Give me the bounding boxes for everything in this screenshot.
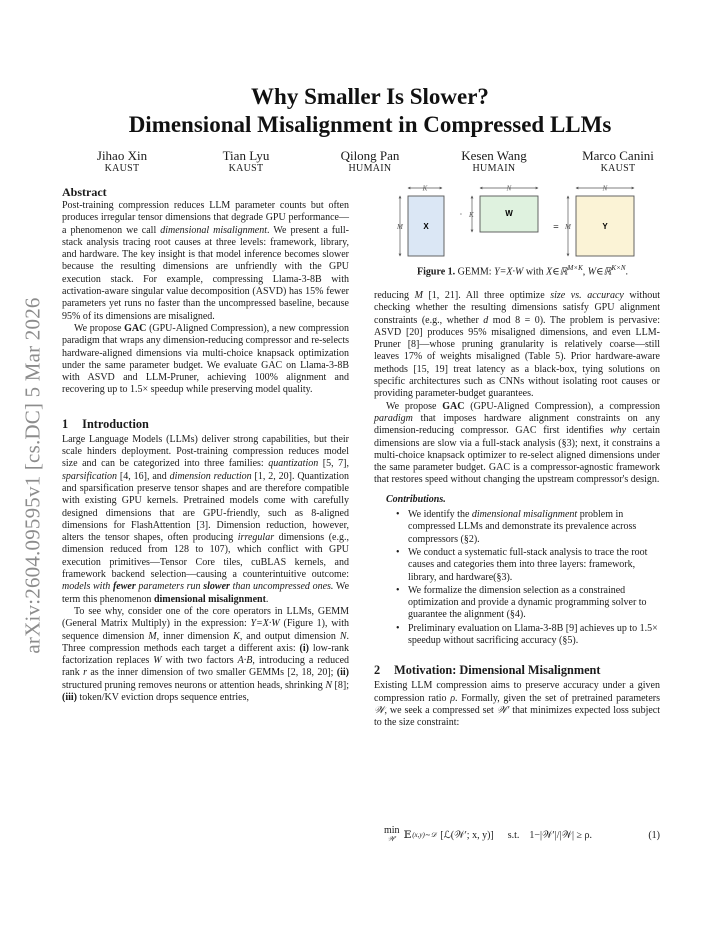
k-label-w: K — [469, 211, 474, 219]
constraint: 1−|𝒲′|/|𝒲| ≥ ρ. — [529, 829, 592, 841]
text: certain dimensions are slow via a full-stack analysis (§3); next, it constrains a multi-choice knapsack optimizer to re-select aligned dimensions under the same parameter budget. GAC is a compressor-agnostic framework that restores speed without changing the upstream compressor's design. — [374, 425, 660, 486]
text: Existing LLM compression aims to preserve accuracy under a given compression ratio — [374, 680, 660, 704]
term: dimensional misalignment — [471, 509, 578, 521]
text: . Formally, given the set of pretrained parameters — [455, 692, 660, 704]
math: N — [325, 679, 333, 691]
math: M×K — [567, 264, 583, 272]
section-title: Introduction — [82, 416, 149, 431]
term: irregular — [237, 532, 275, 544]
author-list — [60, 149, 680, 175]
n-label: N — [506, 184, 512, 193]
section-2-heading — [374, 663, 660, 677]
arxiv-identifier — [8, 265, 58, 685]
text: (GPU-Aligned Compression), a compression — [464, 400, 660, 412]
math: K — [233, 630, 240, 642]
math: Y=X·W — [494, 266, 524, 278]
text: , — [582, 266, 588, 278]
math: 𝒲 — [374, 704, 385, 716]
math: W∈ℝ — [587, 266, 612, 278]
loss-term: [ℒ(𝒲′; x, y)] — [440, 829, 494, 841]
abstract-paragraph-1 — [62, 200, 349, 323]
text: mod 8 = 0). The problem is pervasive: ASVD [20] produces 95% misaligned dimensions, and even LLM-Pruner [8]—whose pruning granularity is relatively coarse—still leaves 17% of weights misaligned (Table 5). Prior hardware-aware methods [15, 19] treat latency as a black-box, tying solutions on specific architectures such as CNNs without isolating root causes or providing parameter-budget guarantees. — [374, 314, 660, 400]
equation-body — [384, 826, 592, 844]
term: sparsification — [62, 470, 118, 482]
math: 𝒲′ — [496, 704, 510, 716]
min-operator — [384, 826, 400, 844]
equation-number: (1) — [648, 829, 660, 841]
term: dimension reduction — [169, 470, 252, 482]
subject-to: s.t. — [507, 829, 520, 841]
text: Large Language Models (LLMs) deliver strong capabilities, but their scale hinders deployment. Post-training compression reduces model size and can be categorized into three families: — [62, 433, 349, 470]
math: r — [83, 667, 87, 679]
text: token/KV eviction drops sequence entries, — [77, 691, 249, 703]
math: M — [414, 290, 423, 301]
text: . Three compression methods each target a different axis: — [62, 630, 350, 654]
author-affiliation: HUMAIN — [472, 163, 516, 174]
text: (iii) — [62, 691, 77, 703]
term-gac: GAC — [124, 322, 147, 334]
text: than uncompressed ones. — [229, 581, 334, 593]
equals-sign: = — [553, 222, 559, 233]
math: d — [483, 314, 489, 326]
emph-phrase — [62, 581, 333, 592]
math: N — [339, 630, 347, 642]
text: [1, 2, 20]. Quantization and sparsification preserve tensor shapes and are therefore compatible with existing GPU kernels. Pretrained models come with carefully designed dimensions that are GPU-friendly, such as 8-aligned dimensions for FlashAttention [3]. Dimension reduction, however, alters the tensor shapes, often producing — [62, 470, 349, 544]
matrix-y-label: Y — [602, 222, 608, 231]
text: [4, 16], and — [117, 470, 170, 482]
math: W — [153, 655, 162, 667]
text: with — [523, 266, 547, 278]
term: why — [609, 425, 627, 437]
text: reducing — [374, 290, 415, 301]
caption-label: Figure 1. — [417, 266, 456, 278]
list-item — [396, 547, 660, 584]
math: K×N — [611, 264, 626, 272]
intro-paragraph-2 — [62, 606, 349, 704]
text: structured pruning removes neurons or attention heads, shrinking — [62, 679, 326, 691]
math: M — [148, 630, 157, 642]
text: We identify the — [408, 509, 472, 521]
text: [8]; — [332, 679, 349, 691]
matrix-x-label: X — [423, 222, 429, 231]
m-label-y: M — [565, 223, 571, 231]
list-item — [396, 509, 660, 546]
text: (ii) — [336, 667, 349, 679]
abstract-paragraph-2 — [62, 323, 349, 397]
author-name: Kesen Wang — [461, 148, 527, 163]
term: size vs. accuracy — [550, 290, 624, 301]
text: [1, 21]. All three optimize — [422, 290, 551, 301]
multiply-dot: · — [459, 210, 463, 219]
contributions-heading: Contributions. — [386, 493, 446, 505]
expectation: 𝔼 — [403, 829, 412, 841]
k-label: K — [422, 184, 428, 193]
math: Y=X·W — [250, 618, 280, 630]
text: We term this phenomenon — [62, 581, 350, 605]
author-affiliation: KAUST — [228, 163, 264, 174]
n-label-y: N — [602, 184, 608, 193]
right-paragraph-2 — [374, 401, 660, 487]
author-4 — [437, 149, 552, 175]
m-label: M — [397, 223, 403, 231]
text: dimensions (e.g., dimension reduced from 128 to 107), which conflict with GPU execution primitives—Tensor Core tiles, cuBLAS kernels, and framework backend selection—causing a counterintuitive outcome: — [62, 532, 349, 581]
text: . — [625, 266, 628, 278]
text: , we seek a compressed set — [384, 704, 497, 716]
section-title: Motivation: Dimensional Misalignment — [394, 663, 601, 678]
section-number: 1 — [62, 416, 69, 431]
text: (i) — [299, 642, 309, 654]
expectation-subscript: (x,y)∼𝒟 — [412, 830, 437, 839]
text: without checking whether the resulting dimensions satisfy GPU alignment constraints (e.g., whether — [374, 290, 660, 326]
term-dimensional-misalignment: dimensional misalignment — [160, 224, 268, 236]
term: dimensional misalignment — [153, 593, 266, 605]
text: , inner dimension — [156, 630, 234, 642]
author-name: Qilong Pan — [340, 148, 400, 163]
text: To see why, consider one of the core operators in LLMs, GEMM (General Matrix Multiply) in the expression: — [62, 605, 349, 630]
text: Preliminary evaluation on Llama-3-8B [9] achieves up to 1.5× speedup without sacrificing accuracy (§5). — [408, 622, 658, 647]
matrix-w-label: W — [505, 209, 513, 218]
section-number: 2 — [374, 663, 381, 678]
author-1 — [65, 149, 180, 175]
math: A·B — [237, 655, 253, 667]
text: . — [265, 593, 269, 605]
text: We propose — [74, 322, 125, 334]
section-2-paragraph — [374, 680, 660, 729]
arxiv-identifier-text: arXiv:2604.09595v1 [cs.DC] 5 Mar 2026 — [20, 296, 45, 654]
term: quantization — [268, 458, 319, 470]
text: that imposes hardware alignment constraints on any dimension-reducing compressor. GAC first identifies — [374, 412, 660, 437]
author-affiliation: HUMAIN — [348, 163, 392, 174]
author-name: Jihao Xin — [96, 148, 148, 163]
title-line-1: Why Smaller Is Slower? — [251, 84, 489, 109]
math: ρ — [450, 692, 456, 704]
text: Post-training compression reduces LLM parameter counts but often produces irregular tensor dimensions that degrade GPU performance—a phenomenon we call — [62, 200, 349, 236]
text: . We present a full-stack analysis tracing root causes at three levels: framework, library, and hardware. The key insight is that model inference becomes slower because the resulting dimensions are unfriendly with the GPU execution stack. For example, compressing Llama-3-8B with activation-aware singular value decomposition (ASVD) has 15% fewer parameters yet runs no faster than the uncompressed baseline, because 95% of its dimensions are misaligned. — [62, 224, 350, 322]
author-name: Marco Canini — [582, 148, 654, 163]
text: with two factors — [161, 655, 238, 667]
author-affiliation: KAUST — [104, 163, 140, 174]
math: X∈ℝ — [546, 266, 568, 278]
author-2 — [189, 149, 304, 175]
text: min — [384, 825, 400, 836]
text: slower — [203, 581, 230, 593]
right-paragraph-1 — [374, 290, 660, 401]
left-column — [62, 185, 349, 704]
text: , introducing a reduced rank — [62, 655, 350, 679]
right-column — [374, 290, 660, 730]
author-affiliation: KAUST — [600, 163, 636, 174]
abstract-heading: Abstract — [62, 185, 107, 199]
text: 𝒲′ — [387, 835, 397, 843]
equation-1 — [384, 826, 660, 844]
text: , and output dimension — [239, 630, 340, 642]
text: We propose — [386, 400, 443, 412]
text: that minimizes expected loss subject to the size constraint: — [374, 704, 660, 729]
text: low-rank factorization replaces — [62, 642, 349, 667]
section-1-heading — [62, 417, 349, 431]
figure-1-caption — [380, 262, 665, 278]
text: parameters run — [135, 581, 204, 593]
text: We conduct a systematic full-stack analysis to trace the root causes and categories them into three layers: framework, library, and hardware(§3). — [408, 546, 648, 583]
author-5 — [561, 149, 676, 175]
list-item — [396, 623, 660, 648]
term-gac: GAC — [442, 400, 465, 412]
title-line-2: Dimensional Misalignment in Compressed LLMs — [128, 112, 612, 137]
text: problem in compressed LLMs and demonstrate its prevalence across compressors (§2). — [408, 509, 637, 545]
text: as the inner dimension of two smaller GEMMs [2, 18, 20]; — [87, 667, 337, 679]
text: (Figure 1), with sequence dimension — [62, 618, 350, 642]
contributions-list — [396, 509, 660, 647]
text: GEMM: — [455, 266, 495, 278]
list-item — [396, 585, 660, 622]
author-name: Tian Lyu — [222, 148, 270, 163]
text: models with — [62, 581, 113, 593]
text: (GPU-Aligned Compression), a new compression paradigm that wraps any dimension-reducing compressor and re-selects hardware-aligned dimensions via multi-choice knapsack optimization under the same parameter budget. We evaluate GAC on Llama-3-8B with ASVD and LLM-Pruner, achieving 100% alignment and recovering up to 1.5× speedup while preserving model quality. — [62, 322, 349, 396]
term: paradigm — [374, 412, 413, 424]
paper-title — [60, 83, 680, 139]
text: fewer — [112, 581, 136, 593]
intro-paragraph-1 — [62, 434, 349, 606]
author-3 — [313, 149, 428, 175]
text: We formalize the dimension selection as a constrained optimization and provide a dynamic programming solver to guarantee the alignment (§4). — [408, 584, 647, 621]
text: [5, 7], — [318, 458, 349, 470]
